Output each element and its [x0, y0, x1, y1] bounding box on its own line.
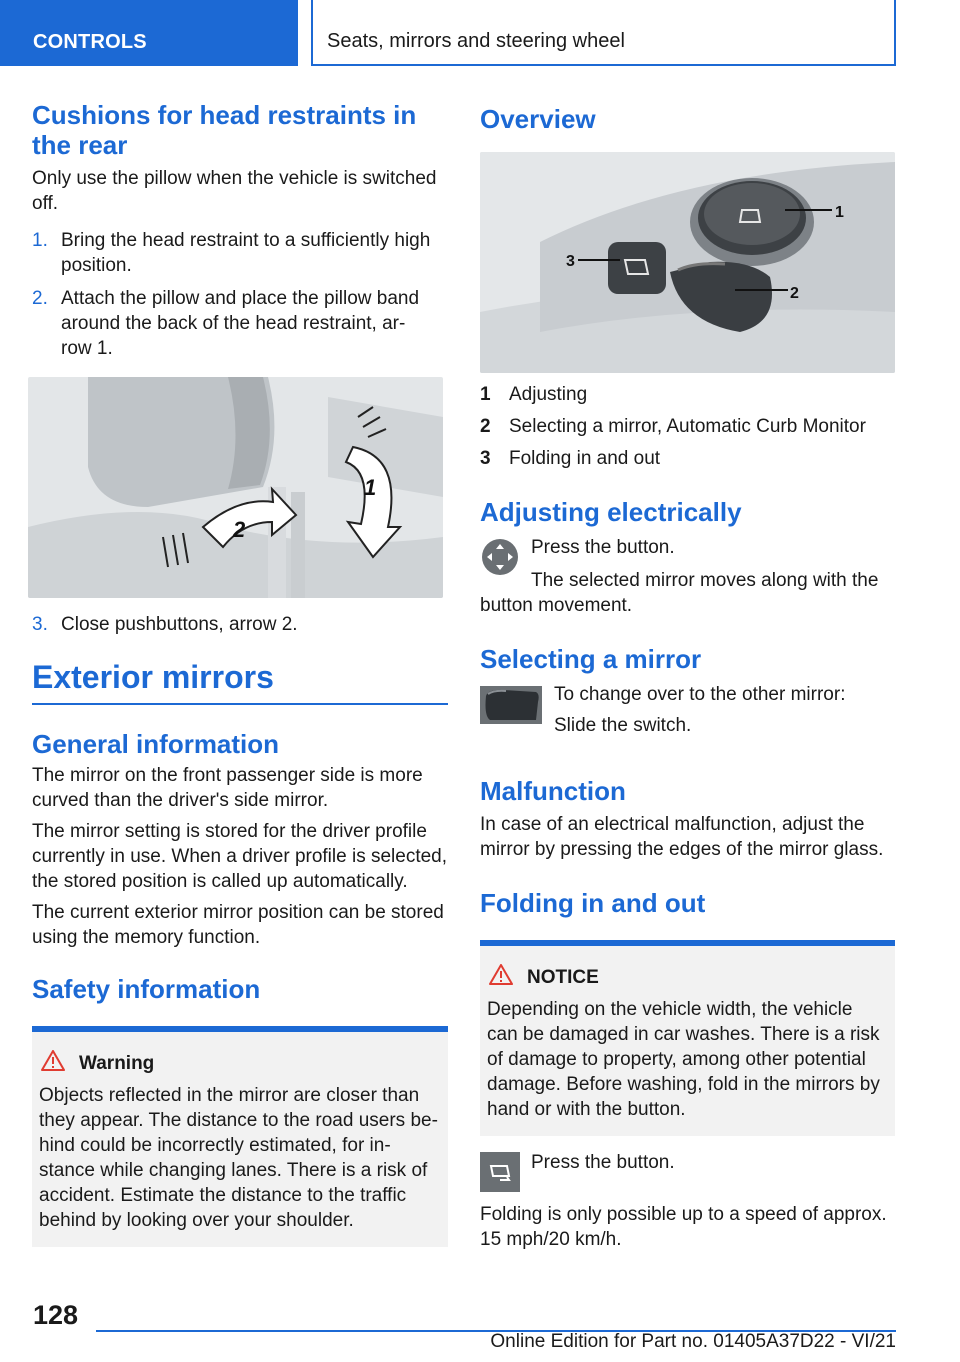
legend-number: 3	[480, 448, 491, 469]
figure-label: 1	[835, 204, 844, 221]
figure-label: 2	[790, 285, 799, 302]
cushions-heading: Cushions for head restraints in the rear	[32, 100, 417, 160]
warning-box	[32, 1026, 448, 1247]
page-number: 128	[33, 1300, 79, 1330]
adjusting-section	[480, 535, 896, 618]
adjusting-line2: The selected mirror moves along with the button movement.	[480, 570, 879, 616]
step-number: 3.	[32, 614, 48, 635]
section-label: CONTROLS	[33, 31, 147, 53]
section-tab	[0, 0, 298, 66]
step-number: 2.	[32, 288, 48, 309]
mirror-controls-figure	[480, 152, 895, 373]
warning-label: Warning	[79, 1052, 155, 1074]
step-item	[32, 612, 448, 637]
folding-press-text: Press the button.	[531, 1152, 675, 1173]
legend-item	[480, 382, 896, 407]
step-text: Close pushbuttons, arrow 2.	[61, 614, 298, 635]
warning-triangle-icon	[489, 964, 513, 991]
step-item	[32, 228, 448, 278]
safety-heading: Safety information	[32, 974, 261, 1004]
overview-heading: Overview	[480, 104, 596, 134]
legend-text: Adjusting	[509, 384, 588, 405]
selecting-line2: Slide the switch.	[554, 715, 692, 736]
malfunction-text: In case of an electrical malfunction, adjust the mirror by pressing the edges of the mirror glass.	[480, 814, 884, 860]
legend-number: 1	[480, 384, 491, 405]
mirror-adjust-button-icon	[480, 537, 520, 577]
step-text: Attach the pillow and place the pillow band around the back of the head restraint, ar‐ row 1.	[61, 288, 420, 359]
page-header	[0, 0, 960, 66]
exterior-mirrors-heading: Exterior mirrors	[32, 657, 448, 705]
warning-text: Objects reflected in the mirror are closer than they appear. The distance to the road users be‐ hind could be incorrectly estimated, for in‐ stance while changing lanes. There is a risk of accident. Estimate the distance to the traffic behind by looking over your shoulder.	[39, 1085, 438, 1231]
legend-item	[480, 446, 896, 471]
head-restraint-figure	[28, 377, 443, 598]
general-paragraph: The mirror on the front passenger side is more curved than the driver's side mirror.	[32, 765, 423, 811]
overview-legend	[480, 382, 896, 471]
head-restraint-illustration	[28, 377, 443, 598]
selecting-heading: Selecting a mirror	[480, 644, 702, 674]
chapter-label: Seats, mirrors and steering wheel	[327, 30, 625, 52]
adjusting-heading: Adjusting electrically	[480, 497, 742, 527]
adjusting-line1: Press the button.	[531, 537, 675, 558]
step-text: Bring the head restraint to a sufficiently high position.	[61, 230, 431, 276]
warning-title	[39, 1050, 441, 1077]
general-paragraph: The current exterior mirror position can be stored using the memory function.	[32, 902, 444, 948]
figure-label: 1	[364, 475, 377, 500]
mirror-controls-illustration	[480, 152, 895, 373]
notice-box	[480, 940, 895, 1136]
general-paragraph: The mirror setting is stored for the driver profile currently in use. When a driver profile is selected, the stored position is called up automatically.	[32, 821, 448, 892]
malfunction-heading: Malfunction	[480, 776, 626, 806]
warning-triangle-icon	[41, 1050, 65, 1077]
figure-label: 3	[566, 253, 575, 270]
edition-text: Online Edition for Part no. 01405A37D22 - VI/21	[490, 1331, 896, 1352]
step-item	[32, 286, 448, 361]
selecting-section	[480, 682, 896, 746]
notice-title	[487, 964, 888, 991]
folding-heading: Folding in and out	[480, 888, 706, 918]
mirror-fold-button-icon	[480, 1152, 520, 1192]
left-column	[32, 100, 448, 1247]
step-number: 1.	[32, 230, 48, 251]
figure-label: 2	[233, 517, 246, 542]
chapter-tab	[311, 0, 896, 66]
folding-press-section	[480, 1150, 896, 1194]
notice-text: Depending on the vehicle width, the vehicle can be damaged in car washes. There is a risk of damage to property, among other potential damage. Before washing, fold in the mirrors by hand or with the button.	[487, 999, 880, 1120]
legend-text: Folding in and out	[509, 448, 661, 469]
folding-speed-text: Folding is only possible up to a speed of approx. 15 mph/20 km/h.	[480, 1204, 887, 1250]
legend-text: Selecting a mirror, Automatic Curb Monitor	[509, 416, 866, 437]
selecting-line1: To change over to the other mirror:	[554, 684, 846, 705]
general-info-heading: General information	[32, 729, 280, 759]
right-column	[480, 100, 896, 1252]
legend-number: 2	[480, 416, 491, 437]
notice-label: NOTICE	[527, 966, 599, 988]
legend-item	[480, 414, 896, 439]
cushions-intro: Only use the pillow when the vehicle is switched off.	[32, 168, 437, 214]
mirror-select-switch-icon	[480, 686, 542, 724]
